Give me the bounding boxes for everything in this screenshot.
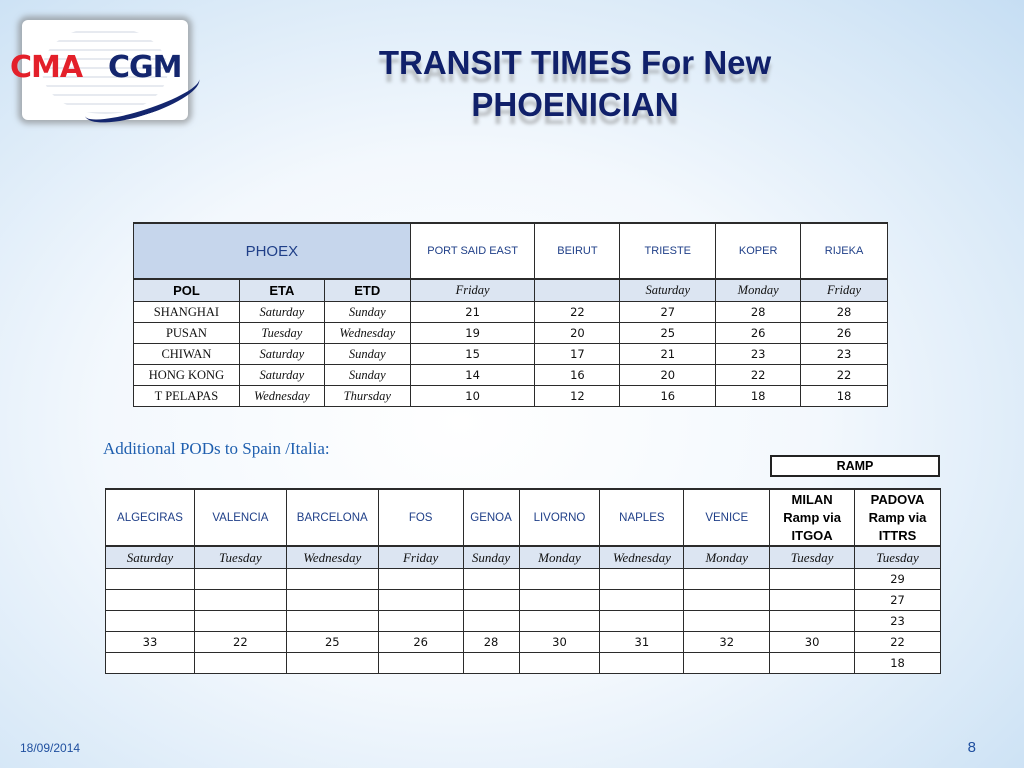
transit-cell: 20 [620, 365, 716, 386]
transit-cell [600, 569, 684, 590]
transit-cell [286, 653, 378, 674]
transit-cell [286, 611, 378, 632]
eta-cell: Saturday [239, 365, 324, 386]
arrival-day: Tuesday [855, 546, 941, 569]
transit-cell: 22 [535, 302, 620, 323]
transit-cell: 30 [519, 632, 600, 653]
eta-cell: Tuesday [239, 323, 324, 344]
port-header: VALENCIA [194, 489, 286, 546]
transit-cell [684, 611, 770, 632]
header-row [106, 489, 941, 546]
destination-header: PORT SAID EAST [410, 223, 535, 279]
port-header: FOS [378, 489, 463, 546]
arrival-day: Wednesday [600, 546, 684, 569]
title-line-1: TRANSIT TIMES For New [378, 44, 772, 81]
arrival-day-row [106, 546, 941, 569]
eta-cell: Saturday [239, 302, 324, 323]
arrival-day: Monday [684, 546, 770, 569]
transit-cell [519, 653, 600, 674]
eta-header: ETA [239, 279, 324, 302]
table-row [106, 569, 941, 590]
etd-cell: Wednesday [324, 323, 410, 344]
port-header: LIVORNO [519, 489, 600, 546]
destination-header: TRIESTE [620, 223, 716, 279]
transit-cell [770, 611, 855, 632]
destination-header: BEIRUT [535, 223, 620, 279]
arrival-day: Tuesday [194, 546, 286, 569]
pol-cell: HONG KONG [134, 365, 240, 386]
table-row [134, 386, 888, 407]
transit-cell [106, 653, 195, 674]
table-row [134, 302, 888, 323]
transit-cell [286, 590, 378, 611]
pol-cell: SHANGHAI [134, 302, 240, 323]
etd-cell: Sunday [324, 344, 410, 365]
port-header: VENICE [684, 489, 770, 546]
additional-pods-heading: Additional PODs to Spain /Italia: [103, 439, 330, 458]
transit-cell [106, 611, 195, 632]
service-name: PHOEX [134, 223, 411, 279]
transit-cell: 28 [463, 632, 519, 653]
port-header: GENOA [463, 489, 519, 546]
arrival-day: Friday [378, 546, 463, 569]
transit-cell [378, 611, 463, 632]
table-row [106, 590, 941, 611]
destination-header: RIJEKA [801, 223, 888, 279]
ramp-port-header [770, 489, 855, 546]
transit-cell: 29 [855, 569, 941, 590]
transit-cell [106, 590, 195, 611]
etd-header: ETD [324, 279, 410, 302]
transit-cell: 28 [801, 302, 888, 323]
transit-cell: 27 [855, 590, 941, 611]
table-row [106, 653, 941, 674]
ramp-port-line: ITTRS [878, 527, 917, 543]
transit-cell: 33 [106, 632, 195, 653]
transit-cell [194, 590, 286, 611]
transit-cell [684, 653, 770, 674]
transit-cell: 23 [801, 344, 888, 365]
transit-cell: 20 [535, 323, 620, 344]
table-row [106, 611, 941, 632]
transit-cell: 18 [716, 386, 801, 407]
ramp-port-line: Ramp via [783, 509, 841, 525]
transit-cell: 22 [855, 632, 941, 653]
transit-cell [770, 569, 855, 590]
ramp-port-line: Ramp via [868, 509, 927, 525]
transit-cell: 18 [855, 653, 941, 674]
transit-cell: 10 [410, 386, 535, 407]
transit-cell: 22 [716, 365, 801, 386]
additional-pods-table [105, 488, 941, 674]
ramp-port-line: MILAN [791, 491, 833, 507]
table-row [106, 632, 941, 653]
arrival-day: Saturday [620, 279, 716, 302]
transit-cell: 23 [855, 611, 941, 632]
pol-cell: T PELAPAS [134, 386, 240, 407]
table-row [134, 323, 888, 344]
transit-cell [600, 590, 684, 611]
transit-cell: 22 [194, 632, 286, 653]
transit-cell [106, 569, 195, 590]
transit-cell: 19 [410, 323, 535, 344]
transit-cell [519, 569, 600, 590]
transit-cell [194, 569, 286, 590]
transit-cell [770, 590, 855, 611]
transit-cell [194, 611, 286, 632]
transit-cell [684, 569, 770, 590]
eta-cell: Saturday [239, 344, 324, 365]
transit-cell: 21 [410, 302, 535, 323]
table-row [134, 344, 888, 365]
transit-cell [770, 653, 855, 674]
ramp-label: RAMP [770, 455, 940, 477]
header-row [134, 223, 888, 279]
arrival-day: Tuesday [770, 546, 855, 569]
transit-cell [684, 590, 770, 611]
transit-cell [463, 569, 519, 590]
pol-cell: CHIWAN [134, 344, 240, 365]
transit-cell [286, 569, 378, 590]
ramp-port-line: ITGOA [791, 527, 833, 543]
ramp-port-header [855, 489, 941, 546]
transit-cell: 30 [770, 632, 855, 653]
arrival-day: Saturday [106, 546, 195, 569]
transit-cell [378, 590, 463, 611]
transit-cell: 22 [801, 365, 888, 386]
transit-cell: 26 [378, 632, 463, 653]
transit-cell: 26 [716, 323, 801, 344]
transit-cell: 21 [620, 344, 716, 365]
arrival-day: Friday [410, 279, 535, 302]
transit-times-table [133, 222, 888, 407]
slide-title [300, 42, 850, 126]
footer-date: 18/09/2014 [20, 741, 81, 755]
transit-cell [378, 653, 463, 674]
transit-cell: 12 [535, 386, 620, 407]
logo-text-cgm: CGM [108, 50, 182, 85]
arrival-day: Monday [716, 279, 801, 302]
transit-cell: 26 [801, 323, 888, 344]
arrival-day [535, 279, 620, 302]
transit-cell [600, 653, 684, 674]
transit-cell: 15 [410, 344, 535, 365]
transit-cell: 27 [620, 302, 716, 323]
transit-cell: 14 [410, 365, 535, 386]
logo-text-cma: CMA [10, 50, 83, 85]
arrival-day: Wednesday [286, 546, 378, 569]
page-number: 8 [967, 739, 976, 756]
table-row [134, 365, 888, 386]
transit-cell: 17 [535, 344, 620, 365]
port-header: NAPLES [600, 489, 684, 546]
transit-cell [194, 653, 286, 674]
port-header: BARCELONA [286, 489, 378, 546]
ramp-port-line: PADOVA [870, 491, 925, 507]
arrival-day: Monday [519, 546, 600, 569]
port-header: ALGECIRAS [106, 489, 195, 546]
transit-cell [519, 590, 600, 611]
transit-cell: 31 [600, 632, 684, 653]
cma-cgm-logo [10, 20, 188, 120]
transit-cell [600, 611, 684, 632]
pol-header: POL [134, 279, 240, 302]
transit-cell [463, 653, 519, 674]
transit-cell: 32 [684, 632, 770, 653]
arrival-day: Sunday [463, 546, 519, 569]
transit-cell: 16 [535, 365, 620, 386]
transit-cell: 25 [286, 632, 378, 653]
transit-cell [519, 611, 600, 632]
etd-cell: Sunday [324, 365, 410, 386]
etd-cell: Thursday [324, 386, 410, 407]
transit-cell: 25 [620, 323, 716, 344]
eta-cell: Wednesday [239, 386, 324, 407]
transit-cell [463, 590, 519, 611]
destination-header: KOPER [716, 223, 801, 279]
transit-cell: 23 [716, 344, 801, 365]
title-line-2: PHOENICIAN [471, 86, 679, 123]
pol-cell: PUSAN [134, 323, 240, 344]
transit-cell [463, 611, 519, 632]
transit-cell: 18 [801, 386, 888, 407]
transit-cell: 28 [716, 302, 801, 323]
arrival-day: Friday [801, 279, 888, 302]
column-header-row [134, 279, 888, 302]
etd-cell: Sunday [324, 302, 410, 323]
transit-cell [378, 569, 463, 590]
transit-cell: 16 [620, 386, 716, 407]
